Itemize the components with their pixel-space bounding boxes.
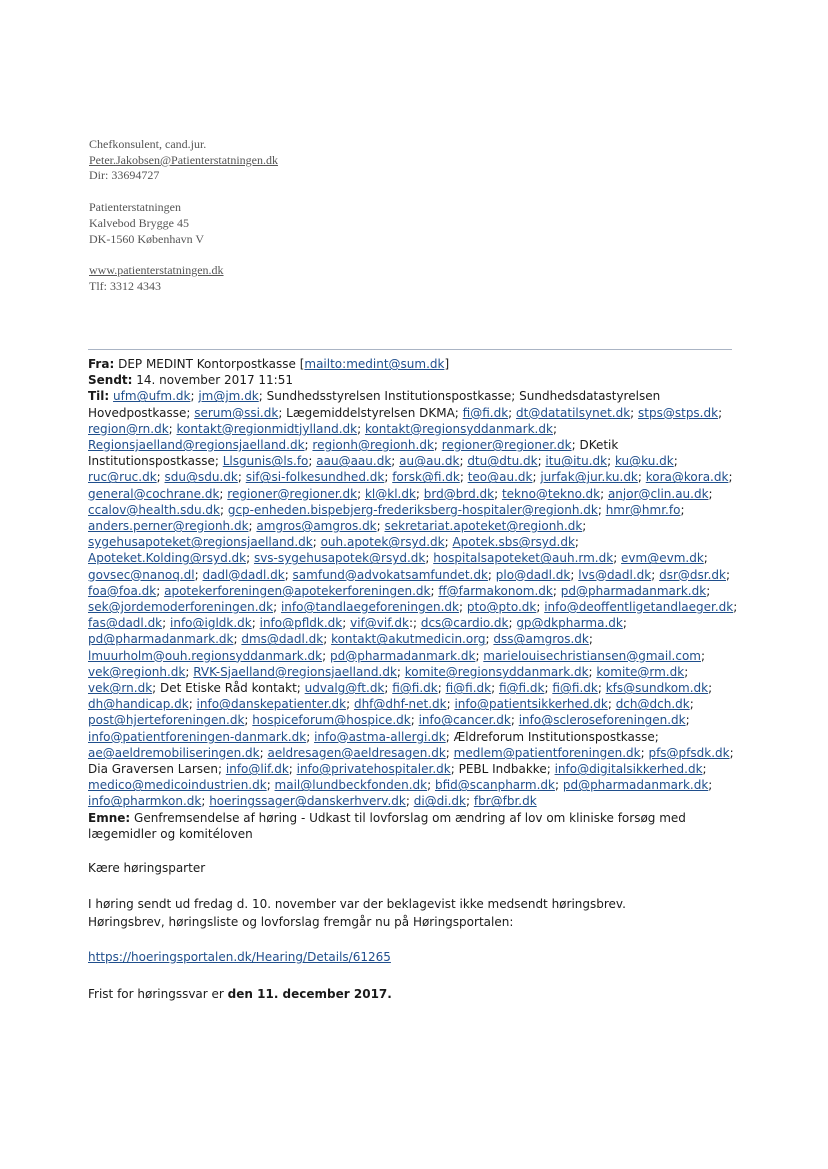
signature-org: Patienterstatningen bbox=[89, 200, 181, 215]
from-label: Fra: bbox=[88, 357, 115, 371]
recipient-email-link[interactable]: pd@pharmadanmark.dk bbox=[88, 632, 234, 647]
recipient-text: ; bbox=[433, 438, 442, 453]
recipient-email-link[interactable]: samfund@advokatsamfundet.dk bbox=[292, 567, 488, 582]
from-mailto-link[interactable]: mailto:medint@sum.dk bbox=[304, 357, 445, 371]
subject-line bbox=[88, 810, 738, 826]
recipient-email-link[interactable]: pd@pharmadanmark.dk bbox=[329, 648, 476, 663]
from-close: ] bbox=[444, 357, 450, 371]
recipient-email-link[interactable]: info@pharmkon.dk bbox=[88, 794, 202, 809]
recipient-email-link[interactable]: info@danskepatienter.dk bbox=[196, 697, 347, 712]
recipient-line bbox=[88, 405, 738, 421]
recipient-email-link[interactable]: fi@fi.dk bbox=[552, 681, 598, 696]
recipient-line bbox=[88, 777, 738, 793]
recipient-email-link[interactable]: serum@ssi.dk bbox=[194, 405, 279, 420]
sent-line bbox=[88, 372, 738, 388]
signature-direct-phone: Dir: 33694727 bbox=[89, 168, 160, 183]
recipient-email-link[interactable]: vek@regionh.dk bbox=[88, 664, 186, 679]
signature-phone: Tlf: 3312 4343 bbox=[89, 278, 161, 293]
recipient-text: ; bbox=[410, 713, 419, 728]
recipient-text: ; bbox=[445, 745, 454, 760]
recipient-email-link[interactable]: sek@jordemoderforeningen.dk bbox=[88, 600, 274, 615]
recipient-email-link[interactable]: info@cancer.dk bbox=[418, 713, 511, 728]
recipient-text: ; bbox=[680, 502, 685, 517]
recipient-email-link[interactable]: dtu@dtu.dk bbox=[467, 454, 538, 469]
recipient-email-link[interactable]: ufm@ufm.dk bbox=[113, 389, 191, 404]
recipient-email-link[interactable]: dms@dadl.dk bbox=[241, 632, 324, 647]
recipient-email-link[interactable]: teo@au.dk bbox=[467, 470, 533, 485]
body-paragraph-line-2: Høringsbrev, høringsliste og lovforslag fremgår nu på Høringsportalen: bbox=[88, 915, 514, 929]
recipient-text: ; bbox=[487, 567, 496, 582]
recipient-text: ; Lægemiddelstyrelsen DKMA; bbox=[278, 405, 463, 420]
recipient-text: ; bbox=[248, 519, 257, 534]
recipient-text: ; Det Etiske Råd kontakt; bbox=[152, 681, 305, 696]
recipient-email-link[interactable]: itu@itu.dk bbox=[545, 454, 608, 469]
recipient-email-link[interactable]: marielouisechristiansen@gmail.com bbox=[483, 648, 701, 663]
recipient-text: ; bbox=[685, 713, 690, 728]
recipient-email-link[interactable]: ouh.apotek@rsyd.dk bbox=[320, 535, 445, 550]
recipient-email-link[interactable]: post@hjerteforeningen.dk bbox=[88, 713, 245, 728]
recipient-email-link[interactable]: lvs@dadl.dk bbox=[578, 567, 652, 582]
mail-header bbox=[88, 356, 738, 842]
recipient-text: ; bbox=[430, 583, 439, 598]
recipient-text: ; bbox=[597, 502, 606, 517]
recipient-email-link[interactable]: amgros@amgros.dk bbox=[256, 519, 377, 534]
recipient-text: ; bbox=[630, 405, 639, 420]
recipient-text: ; bbox=[357, 421, 365, 436]
recipient-text: ; bbox=[607, 697, 616, 712]
recipient-text: ; bbox=[552, 421, 557, 436]
recipient-text: ; bbox=[284, 567, 293, 582]
recipient-email-link[interactable]: komite@rm.dk bbox=[596, 664, 685, 679]
recipient-text: ; bbox=[156, 583, 165, 598]
recipient-text: ; bbox=[588, 632, 593, 647]
recipient-text: ; bbox=[384, 470, 393, 485]
signature-web-link[interactable]: www.patienterstatningen.dk bbox=[89, 263, 224, 278]
recipient-text: ; bbox=[322, 648, 330, 663]
recipient-text: ; bbox=[536, 600, 545, 615]
recipient-text: ; bbox=[607, 454, 615, 469]
recipient-text: ; bbox=[622, 616, 627, 631]
recipient-text: ; bbox=[437, 681, 446, 696]
recipient-text: ; bbox=[304, 438, 313, 453]
recipient-text: ; bbox=[459, 454, 468, 469]
recipient-text: ; bbox=[446, 697, 455, 712]
signature-city: DK-1560 København V bbox=[89, 231, 205, 246]
recipient-email-link[interactable]: anjor@clin.au.dk bbox=[607, 486, 709, 501]
recipient-text: ; bbox=[494, 486, 502, 501]
recipient-email-link[interactable]: plo@dadl.dk bbox=[495, 567, 571, 582]
recipient-email-link[interactable]: gp@dkpharma.dk bbox=[516, 616, 623, 631]
recipient-line bbox=[88, 583, 738, 599]
recipient-email-link[interactable]: info@pfldk.dk bbox=[259, 616, 343, 631]
recipient-email-link[interactable]: info@digitalsikkerhed.dk bbox=[554, 762, 703, 777]
signature-email-link[interactable]: Peter.Jakobsen@Patienterstatningen.dk bbox=[89, 152, 279, 167]
recipient-email-link[interactable]: info@lif.dk bbox=[225, 762, 289, 777]
recipient-email-link[interactable]: hospitalsapoteket@auh.rm.dk bbox=[433, 551, 614, 566]
recipient-email-link[interactable]: kora@kora.dk bbox=[645, 470, 729, 485]
hearing-portal-link[interactable]: https://hoeringsportalen.dk/Hearing/Details/61265 bbox=[88, 950, 391, 964]
recipient-email-link[interactable]: vif@vif.dk bbox=[350, 616, 409, 631]
recipient-email-link[interactable]: di@di.dk bbox=[413, 794, 466, 809]
recipient-email-link[interactable]: fi@fi.dk bbox=[392, 681, 438, 696]
recipient-text: ; bbox=[444, 535, 453, 550]
recipient-text: ; bbox=[323, 632, 332, 647]
recipient-text: ; bbox=[266, 778, 275, 793]
recipient-text: ; bbox=[673, 454, 678, 469]
recipient-text: Institutionspostkasse; bbox=[88, 454, 223, 469]
recipient-line bbox=[88, 696, 738, 712]
recipient-text: ; bbox=[637, 470, 646, 485]
signature-block bbox=[89, 137, 278, 295]
recipient-text: ; bbox=[342, 616, 351, 631]
recipient-text: Dia Graversen Larsen; bbox=[88, 762, 226, 777]
recipient-text: ; bbox=[312, 535, 321, 550]
recipient-email-link[interactable]: ku@ku.dk bbox=[614, 454, 674, 469]
recipient-text: ; bbox=[188, 697, 197, 712]
recipient-email-link[interactable]: udvalg@ft.dk bbox=[304, 681, 385, 696]
recipient-text: ; bbox=[508, 405, 517, 420]
recipient-line bbox=[88, 680, 738, 696]
recipient-text: ; bbox=[689, 697, 694, 712]
recipient-email-link[interactable]: stps@stps.dk bbox=[638, 405, 719, 420]
recipient-line bbox=[88, 761, 738, 777]
from-name: DEP MEDINT Kontorpostkasse [ bbox=[118, 357, 305, 371]
recipient-text: ; bbox=[708, 681, 713, 696]
recipient-text: ; bbox=[156, 470, 165, 485]
recipient-text: ; bbox=[706, 583, 711, 598]
recipient-email-link[interactable]: aeldresagen@aeldresagen.dk bbox=[267, 745, 446, 760]
recipient-email-link[interactable]: hoeringssager@danskerhverv.dk bbox=[209, 794, 406, 809]
recipient-text: ; Sundhedsstyrelsen Institutionspostkasse; Sundhedsdatastyrelsen bbox=[258, 389, 661, 404]
greeting: Kære høringsparter bbox=[88, 861, 206, 875]
recipient-email-link[interactable]: sif@si-folkesundhed.dk bbox=[245, 470, 385, 485]
recipient-line bbox=[88, 664, 738, 680]
recipient-text: ; bbox=[510, 713, 519, 728]
recipient-email-link[interactable]: kontakt@regionmidtjylland.dk bbox=[176, 421, 358, 436]
recipient-text: ; bbox=[651, 567, 660, 582]
recipient-email-link[interactable]: fbr@fbr.dk bbox=[473, 794, 537, 809]
recipient-email-link[interactable]: au@au.dk bbox=[399, 454, 460, 469]
recipient-email-link[interactable]: info@scleroseforeningen.dk bbox=[518, 713, 686, 728]
recipient-email-link[interactable]: pd@pharmadanmark.dk bbox=[560, 583, 707, 598]
recipient-text: Hovedpostkasse; bbox=[88, 405, 195, 420]
recipient-email-link[interactable]: mail@lundbeckfonden.dk bbox=[274, 778, 428, 793]
recipient-line bbox=[88, 793, 738, 809]
recipient-email-link[interactable]: medlem@patientforeningen.dk bbox=[453, 745, 641, 760]
recipient-email-link[interactable]: fi@fi.dk bbox=[445, 681, 492, 696]
recipient-text: ; Ældreforum Institutionspostkasse; bbox=[445, 729, 659, 744]
sent-value: 14. november 2017 11:51 bbox=[136, 373, 293, 388]
recipient-line bbox=[88, 745, 738, 761]
recipient-email-link[interactable]: evm@evm.dk bbox=[621, 551, 704, 566]
recipient-text: ; bbox=[684, 664, 689, 679]
recipient-email-link[interactable]: Apoteket.Kolding@rsyd.dk bbox=[88, 551, 247, 566]
recipient-email-link[interactable]: dh@handicap.dk bbox=[88, 697, 189, 712]
recipient-text: ; bbox=[391, 454, 400, 469]
recipient-text: ; bbox=[396, 664, 405, 679]
recipient-line bbox=[88, 453, 738, 469]
sent-label: Sendt: bbox=[88, 373, 133, 388]
recipient-text: ; bbox=[415, 486, 424, 501]
recipient-email-link[interactable]: brd@brd.dk bbox=[423, 486, 495, 501]
recipient-email-link[interactable]: hospiceforum@hospice.dk bbox=[252, 713, 411, 728]
recipient-line bbox=[88, 518, 738, 534]
recipient-text: ; bbox=[251, 616, 260, 631]
recipient-text: ; bbox=[288, 762, 297, 777]
recipient-email-link[interactable]: dadl@dadl.dk bbox=[202, 567, 285, 582]
recipient-text: ; bbox=[726, 567, 731, 582]
recipient-line bbox=[88, 599, 738, 615]
recipient-text: ; bbox=[246, 551, 254, 566]
recipient-text: ; bbox=[552, 583, 561, 598]
recipient-email-link[interactable]: ae@aeldremobiliseringen.dk bbox=[88, 745, 260, 760]
recipient-text: ; bbox=[729, 745, 734, 760]
recipient-email-link[interactable]: kontakt@regionsyddanmark.dk bbox=[364, 421, 553, 436]
signature-title: Chefkonsulent, cand.jur. bbox=[89, 137, 207, 151]
recipient-text: ; bbox=[708, 778, 713, 793]
signature-street: Kalvebod Brygge 45 bbox=[89, 215, 189, 230]
recipient-email-link[interactable]: regioner@regioner.dk bbox=[441, 438, 572, 453]
recipient-text: ; bbox=[244, 713, 253, 728]
recipient-email-link[interactable]: medico@medicoindustrien.dk bbox=[88, 778, 267, 793]
recipient-line bbox=[88, 729, 738, 745]
recipient-line bbox=[88, 486, 738, 502]
recipient-text: ; bbox=[219, 486, 228, 501]
recipient-email-link[interactable]: info@tandlaegeforeningen.dk bbox=[280, 600, 459, 615]
recipient-line bbox=[88, 502, 738, 518]
recipient-email-link[interactable]: dhf@dhf-net.dk bbox=[353, 697, 447, 712]
to-label: Til: bbox=[88, 389, 110, 404]
recipient-line bbox=[88, 421, 738, 437]
recipient-text: ; bbox=[425, 551, 434, 566]
recipient-email-link[interactable]: info@patientforeningen-danmark.dk bbox=[88, 729, 307, 744]
recipient-email-link[interactable]: tekno@tekno.dk bbox=[501, 486, 601, 501]
recipient-line bbox=[88, 550, 738, 566]
subject-label: Emne: bbox=[88, 810, 131, 825]
recipient-email-link[interactable]: kfs@sundkom.dk bbox=[605, 681, 709, 696]
recipient-text: ; bbox=[702, 762, 707, 777]
recipient-text: ; bbox=[346, 697, 354, 712]
recipient-email-link[interactable]: hmr@hmr.fo bbox=[605, 502, 681, 517]
recipient-text: ; bbox=[458, 600, 467, 615]
recipient-line bbox=[88, 534, 738, 550]
recipient-email-link[interactable]: gcp-enheden.bispebjerg-frederiksberg-hospitaler@regionh.dk bbox=[227, 502, 598, 517]
recipient-text: ; bbox=[405, 794, 414, 809]
recipient-text: ; bbox=[384, 681, 393, 696]
recipient-email-link[interactable]: sdu@sdu.dk bbox=[164, 470, 238, 485]
recipient-text: ; bbox=[508, 616, 517, 631]
recipient-text: ; bbox=[600, 486, 608, 501]
recipient-text: ; bbox=[475, 648, 484, 663]
recipient-line bbox=[88, 388, 738, 404]
recipient-text: ; bbox=[273, 600, 281, 615]
header-divider bbox=[88, 349, 732, 350]
recipient-text: ; bbox=[733, 600, 738, 615]
recipient-email-link[interactable]: ff@farmakonom.dk bbox=[438, 583, 553, 598]
recipient-text: ; bbox=[537, 454, 546, 469]
recipient-email-link[interactable]: info@privatehospitaler.dk bbox=[296, 762, 451, 777]
recipient-text: ; bbox=[570, 567, 579, 582]
recipient-email-link[interactable]: svs-sygehusapotek@rsyd.dk bbox=[253, 551, 426, 566]
recipient-line bbox=[88, 631, 738, 647]
subject-line-2: lægemidler og komitéloven bbox=[88, 826, 253, 841]
recipient-list bbox=[88, 388, 738, 809]
recipient-email-link[interactable]: kl@kl.dk bbox=[364, 486, 416, 501]
recipient-email-link[interactable]: dsr@dsr.dk bbox=[659, 567, 726, 582]
recipient-email-link[interactable]: ruc@ruc.dk bbox=[88, 470, 157, 485]
recipient-email-link[interactable]: info@astma-allergi.dk bbox=[314, 729, 446, 744]
recipient-text: ; bbox=[308, 454, 317, 469]
recipient-line bbox=[88, 437, 738, 453]
recipient-email-link[interactable]: sygehusapoteket@regionsjaelland.dk bbox=[88, 535, 313, 550]
recipient-text: ; bbox=[427, 778, 435, 793]
recipient-text: ; bbox=[162, 616, 170, 631]
recipient-text: ; bbox=[201, 794, 210, 809]
recipient-email-link[interactable]: kontakt@akutmedicin.org bbox=[331, 632, 486, 647]
recipient-email-link[interactable]: dt@datatilsynet.dk bbox=[516, 405, 631, 420]
recipient-email-link[interactable]: Apotek.sbs@rsyd.dk bbox=[452, 535, 575, 550]
deadline-date: den 11. december 2017. bbox=[227, 987, 392, 1001]
recipient-email-link[interactable]: sekretariat.apoteket@regionh.dk bbox=[384, 519, 583, 534]
recipient-text: ; bbox=[459, 470, 468, 485]
recipient-text: ; bbox=[168, 421, 177, 436]
body-paragraph-line-1: I høring sendt ud fredag d. 10. november var der beklagevist ikke medsendt høringsbrev. bbox=[88, 897, 626, 911]
recipient-text: ; bbox=[532, 470, 541, 485]
deadline-line bbox=[88, 986, 748, 1003]
recipient-text: ; bbox=[233, 632, 242, 647]
recipient-text: ; bbox=[259, 745, 268, 760]
recipient-text: ; bbox=[194, 567, 203, 582]
recipient-text: ; bbox=[357, 486, 365, 501]
recipient-text: ; bbox=[190, 389, 199, 404]
recipient-email-link[interactable]: pd@pharmadanmark.dk bbox=[562, 778, 709, 793]
recipient-text: ; bbox=[185, 664, 194, 679]
recipient-text: ; bbox=[554, 778, 563, 793]
recipient-text: ; PEBL Indbakke; bbox=[450, 762, 555, 777]
recipient-text: ; bbox=[700, 648, 706, 663]
recipient-email-link[interactable]: regionh@regionh.dk bbox=[312, 438, 434, 453]
recipient-text: ; bbox=[613, 551, 622, 566]
recipient-email-link[interactable]: info@patientsikkerhed.dk bbox=[454, 697, 608, 712]
recipient-email-link[interactable]: komite@regionsyddanmark.dk bbox=[404, 664, 589, 679]
recipient-email-link[interactable]: forsk@fi.dk bbox=[392, 470, 460, 485]
recipient-text: ; bbox=[219, 502, 228, 517]
recipient-line bbox=[88, 615, 738, 631]
recipient-text: ; bbox=[597, 681, 606, 696]
recipient-email-link[interactable]: Llsgunis@ls.fo bbox=[222, 454, 309, 469]
recipient-email-link[interactable]: dcs@cardio.dk bbox=[420, 616, 509, 631]
recipient-email-link[interactable]: region@rn.dk bbox=[88, 421, 169, 436]
recipient-text: ; DKetik bbox=[571, 438, 619, 453]
recipient-email-link[interactable]: jurfak@jur.ku.dk bbox=[540, 470, 638, 485]
recipient-text: ; bbox=[640, 745, 649, 760]
recipient-email-link[interactable]: info@igldk.dk bbox=[170, 616, 252, 631]
recipient-email-link[interactable]: ccalov@health.sdu.dk bbox=[88, 502, 220, 517]
recipient-text: ; bbox=[491, 681, 499, 696]
recipient-text: ; bbox=[574, 535, 579, 550]
recipient-email-link[interactable]: info@deoffentligetandlaeger.dk bbox=[544, 600, 734, 615]
recipient-text: ; bbox=[544, 681, 553, 696]
recipient-email-link[interactable]: apotekerforeningen@apotekerforeningen.dk bbox=[164, 583, 431, 598]
recipient-email-link[interactable]: govsec@nanoq.dl bbox=[88, 567, 195, 582]
recipient-email-link[interactable]: regioner@regioner.dk bbox=[227, 486, 358, 501]
recipient-email-link[interactable]: lmuurholm@ouh.regionsyddanmark.dk bbox=[88, 648, 323, 663]
recipient-line bbox=[88, 648, 738, 664]
recipient-email-link[interactable]: dss@amgros.dk bbox=[493, 632, 589, 647]
deadline-text: Frist for høringssvar er bbox=[88, 987, 228, 1001]
recipient-email-link[interactable]: aau@aau.dk bbox=[316, 454, 392, 469]
from-line bbox=[88, 356, 738, 372]
recipient-email-link[interactable]: pfs@pfsdk.dk bbox=[648, 745, 730, 760]
recipient-text: ; bbox=[582, 519, 587, 534]
recipient-email-link[interactable]: foa@foa.dk bbox=[88, 583, 157, 598]
subject-text-1: Genfremsendelse af høring - Udkast til lovforslag om ændring af lov om kliniske forsøg med bbox=[134, 810, 686, 825]
recipient-email-link[interactable]: vek@rn.dk bbox=[88, 681, 153, 696]
recipient-email-link[interactable]: general@cochrane.dk bbox=[88, 486, 220, 501]
recipient-text: ; bbox=[703, 551, 708, 566]
recipient-line bbox=[88, 567, 738, 583]
recipient-text: :; bbox=[408, 616, 421, 631]
recipient-email-link[interactable]: jm@jm.dk bbox=[198, 389, 259, 404]
recipient-text: ; bbox=[588, 664, 597, 679]
recipient-email-link[interactable]: RVK-Sjaelland@regionsjaelland.dk bbox=[193, 664, 397, 679]
recipient-line bbox=[88, 469, 738, 485]
recipient-email-link[interactable]: Regionsjaelland@regionsjaelland.dk bbox=[88, 438, 305, 453]
recipient-text: ; bbox=[306, 729, 315, 744]
recipient-email-link[interactable]: fi@fi.dk bbox=[462, 405, 509, 420]
recipient-email-link[interactable]: dch@dch.dk bbox=[615, 697, 690, 712]
recipient-text: ; bbox=[718, 405, 723, 420]
recipient-text: ; bbox=[728, 470, 733, 485]
recipient-text: ; bbox=[237, 470, 246, 485]
recipient-email-link[interactable]: fi@fi.dk bbox=[498, 681, 545, 696]
recipient-text: ; bbox=[466, 794, 474, 809]
recipient-line bbox=[88, 712, 738, 728]
recipient-email-link[interactable]: anders.perner@regionh.dk bbox=[88, 519, 249, 534]
recipient-text: ; bbox=[376, 519, 385, 534]
recipient-text: ; bbox=[485, 632, 494, 647]
recipient-email-link[interactable]: pto@pto.dk bbox=[466, 600, 537, 615]
recipient-text: ; bbox=[708, 486, 713, 501]
recipient-email-link[interactable]: fas@dadl.dk bbox=[88, 616, 163, 631]
recipient-email-link[interactable]: bfid@scanpharm.dk bbox=[434, 778, 555, 793]
